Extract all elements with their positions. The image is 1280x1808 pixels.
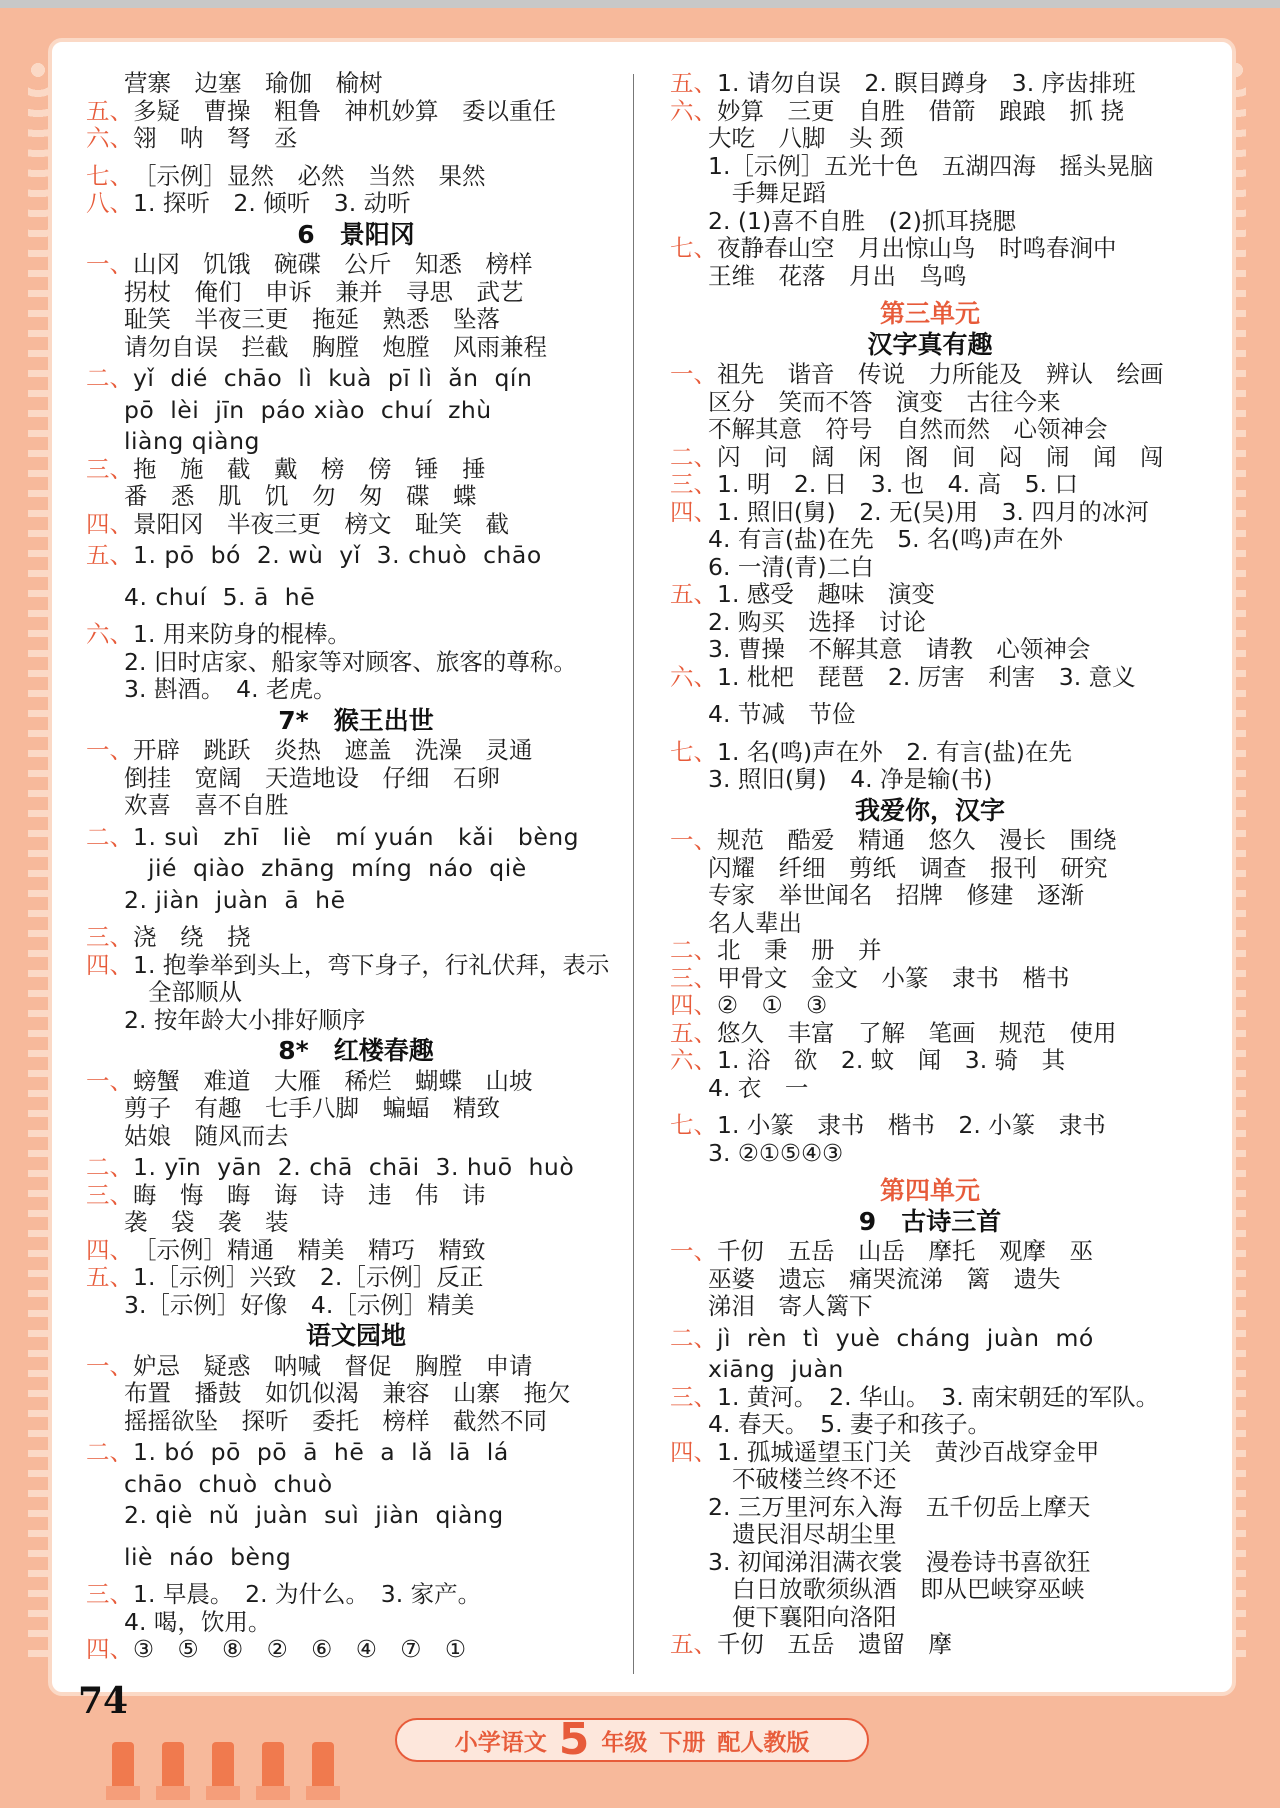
answer-text: 妒忌 疑惑 呐喊 督促 胸膛 申请 bbox=[133, 1351, 533, 1380]
answer-line bbox=[86, 1353, 626, 1381]
answer-line bbox=[670, 1047, 1190, 1075]
pinyin-answer-line bbox=[86, 824, 626, 852]
answer-text: 1. yīn yān 2. chā chāi 3. huō huò bbox=[133, 1153, 575, 1181]
answer-line bbox=[86, 979, 626, 1007]
line-spacer bbox=[670, 729, 1190, 739]
answer-text: 1. 明 2. 日 3. 也 4. 高 5. 口 bbox=[717, 470, 1078, 498]
answer-line bbox=[86, 306, 626, 334]
answer-line bbox=[670, 153, 1190, 181]
answer-line bbox=[86, 279, 626, 307]
answer-text: 营寨 边塞 瑜伽 榆树 bbox=[124, 69, 383, 97]
answer-line bbox=[670, 1140, 1190, 1168]
answer-text: 巫婆 遗忘 痛哭流涕 篱 遗失 bbox=[708, 1264, 1061, 1293]
answer-text: ③ ⑤ ⑧ ② ⑥ ④ ⑦ ① bbox=[133, 1635, 467, 1663]
answer-text: 2. 按年龄大小排好顺序 bbox=[124, 1005, 366, 1034]
lesson-title: 8* 红楼春趣 bbox=[278, 1036, 434, 1065]
answer-text: 区分 笑而不答 演变 古往今来 bbox=[708, 387, 1061, 416]
answer-text: 多疑 曹操 粗鲁 神机妙算 委以重任 bbox=[133, 96, 556, 125]
answer-text: 4. 衣 一 bbox=[708, 1073, 809, 1102]
question-number: 四、 bbox=[86, 509, 133, 538]
answer-text: jié qiào zhāng míng náo qiè bbox=[148, 854, 527, 882]
answer-text: ［示例］显然 必然 当然 果然 bbox=[133, 161, 486, 190]
page-number: 74 bbox=[78, 1680, 129, 1722]
answer-line bbox=[670, 1020, 1190, 1048]
answer-text: ［示例］精通 精美 精巧 精致 bbox=[133, 1235, 486, 1264]
answer-line bbox=[670, 910, 1190, 938]
answer-line bbox=[670, 581, 1190, 609]
answer-text: 1. 用来防身的棍棒。 bbox=[133, 620, 351, 648]
answer-line bbox=[670, 1112, 1190, 1140]
answer-text: 倒挂 宽阔 天造地设 仔细 石卵 bbox=[124, 763, 500, 792]
question-number: 一、 bbox=[670, 1237, 717, 1265]
answer-line bbox=[86, 1380, 626, 1408]
question-number: 四、 bbox=[670, 1437, 717, 1466]
answer-line bbox=[86, 1007, 626, 1035]
pinyin-answer-line bbox=[86, 1544, 626, 1572]
question-number: 一、 bbox=[86, 1351, 133, 1380]
answer-text: 专家 举世闻名 招牌 修建 逐渐 bbox=[708, 881, 1084, 909]
answer-line bbox=[86, 163, 626, 191]
answer-text: 番 悉 肌 饥 勿 匆 碟 蝶 bbox=[124, 482, 477, 510]
answer-text: 2. (1)喜不自胜 (2)抓耳挠腮 bbox=[708, 206, 1016, 235]
answer-text: 不破楼兰终不还 bbox=[732, 1465, 897, 1493]
question-number: 五、 bbox=[86, 1263, 133, 1291]
answer-line bbox=[670, 701, 1190, 729]
scan-top-edge bbox=[0, 0, 1280, 8]
answer-line bbox=[670, 499, 1190, 527]
answer-line bbox=[86, 792, 626, 820]
answer-text: 千仞 五岳 山岳 摩托 观摩 巫 bbox=[717, 1237, 1093, 1265]
unit-title: 第四单元 bbox=[879, 1176, 980, 1205]
answer-line bbox=[670, 636, 1190, 664]
answer-text: 妙算 三更 自胜 借箭 踉踉 抓 挠 bbox=[717, 96, 1124, 125]
answer-text: 翎 呐 弩 丞 bbox=[133, 124, 298, 152]
question-number: 五、 bbox=[670, 580, 717, 608]
answer-line bbox=[670, 1466, 1190, 1494]
answer-line bbox=[86, 1609, 626, 1637]
answer-text: 布置 播鼓 如饥似渴 兼容 山寨 拖欠 bbox=[124, 1379, 571, 1407]
lesson-title: 我爱你，汉字 bbox=[854, 795, 1005, 825]
left-scallop-border bbox=[28, 60, 48, 1660]
answer-text: 2. 旧时店家、船家等对顾客、旅客的尊称。 bbox=[124, 647, 577, 676]
pinyin-answer-line bbox=[86, 542, 626, 570]
footer-grade-number: 5 bbox=[558, 1714, 590, 1765]
answer-text: 开辟 跳跃 炎热 遮盖 洗澡 灵通 bbox=[133, 736, 533, 764]
answer-line bbox=[86, 765, 626, 793]
answer-text: 甲骨文 金文 小篆 隶书 楷书 bbox=[717, 963, 1070, 992]
answer-text: 4. 有言(盐)在先 5. 名(鸣)声在外 bbox=[708, 525, 1063, 553]
lesson-title: 6 景阳冈 bbox=[297, 219, 415, 249]
answer-line bbox=[670, 361, 1190, 389]
answer-text: 1. 早晨。 2. 为什么。 3. 家产。 bbox=[133, 1580, 482, 1608]
lesson-title: 9 古诗三首 bbox=[858, 1206, 1002, 1236]
question-number: 二、 bbox=[86, 1153, 133, 1181]
answer-text: 悠久 丰富 了解 笔画 规范 使用 bbox=[717, 1018, 1117, 1047]
answer-text: 白日放歌须纵酒 即从巴峡穿巫峡 bbox=[732, 1575, 1085, 1603]
right-column bbox=[670, 70, 1190, 1659]
answer-text: 3. 斟酒。 4. 老虎。 bbox=[124, 675, 337, 703]
pencil-decoration bbox=[212, 1742, 234, 1800]
question-number: 三、 bbox=[670, 963, 717, 992]
answer-text: 2. qiè nǔ juàn suì jiàn qiàng bbox=[124, 1501, 504, 1529]
question-number: 一、 bbox=[86, 736, 133, 764]
question-number: 二、 bbox=[670, 1323, 717, 1352]
question-number: 五、 bbox=[86, 541, 133, 569]
pencil-decoration bbox=[162, 1742, 184, 1800]
answer-text: 不解其意 符号 自然而然 心领神会 bbox=[708, 415, 1108, 443]
answer-line bbox=[670, 1266, 1190, 1294]
pinyin-answer-line bbox=[86, 855, 626, 883]
answer-line bbox=[86, 334, 626, 362]
answer-line bbox=[86, 1123, 626, 1151]
answer-text: 王维 花落 月出 鸟鸣 bbox=[708, 261, 967, 290]
answer-line bbox=[86, 1581, 626, 1609]
pinyin-answer-line bbox=[86, 428, 626, 456]
answer-line bbox=[86, 98, 626, 126]
answer-line bbox=[670, 416, 1190, 444]
answer-line bbox=[670, 1293, 1190, 1321]
answer-text: xiāng juàn bbox=[708, 1355, 844, 1383]
answer-line bbox=[670, 208, 1190, 236]
line-spacer bbox=[86, 153, 626, 163]
question-number: 三、 bbox=[670, 1382, 717, 1411]
question-number: 六、 bbox=[670, 96, 717, 125]
question-number: 七、 bbox=[86, 161, 133, 190]
answer-line bbox=[86, 737, 626, 765]
pinyin-answer-line bbox=[86, 1502, 626, 1530]
answer-line bbox=[86, 676, 626, 704]
answer-text: 1. bó pō pō ā hē a lǎ lā lá bbox=[133, 1438, 509, 1466]
answer-line bbox=[86, 952, 626, 980]
question-number: 二、 bbox=[86, 822, 133, 851]
answer-text: 夜静春山空 月出惊山鸟 时鸣春涧中 bbox=[717, 234, 1117, 262]
answer-line bbox=[86, 70, 626, 98]
answer-text: 3. ②①⑤④③ bbox=[708, 1138, 844, 1167]
question-number: 四、 bbox=[670, 991, 717, 1019]
answer-line bbox=[86, 1408, 626, 1436]
answer-line bbox=[86, 483, 626, 511]
answer-line bbox=[670, 965, 1190, 993]
answer-line bbox=[86, 1264, 626, 1292]
answer-text: 便下襄阳向洛阳 bbox=[732, 1602, 897, 1631]
answer-line bbox=[670, 1576, 1190, 1604]
answer-line bbox=[670, 855, 1190, 883]
question-number: 一、 bbox=[670, 826, 717, 854]
answer-line bbox=[670, 444, 1190, 472]
answer-line bbox=[86, 511, 626, 539]
answer-line bbox=[86, 924, 626, 952]
answer-line bbox=[670, 766, 1190, 794]
question-number: 四、 bbox=[86, 1635, 133, 1663]
answer-text: 摇摇欲坠 探听 委托 榜样 截然不同 bbox=[124, 1406, 547, 1435]
answer-text: 晦 悔 晦 诲 诗 违 伟 讳 bbox=[133, 1180, 486, 1209]
question-number: 四、 bbox=[86, 1235, 133, 1264]
answer-line bbox=[670, 664, 1190, 692]
question-number: 二、 bbox=[670, 936, 717, 964]
answer-line bbox=[670, 263, 1190, 291]
answer-text: 1. suì zhī liè mí yuán kǎi bèng bbox=[133, 822, 580, 851]
answer-text: chāo chuò chuò bbox=[124, 1469, 333, 1498]
question-number: 四、 bbox=[86, 950, 133, 979]
question-number: 二、 bbox=[86, 1438, 133, 1466]
answer-line bbox=[670, 882, 1190, 910]
answer-text: 1. 感受 趣味 演变 bbox=[717, 580, 935, 608]
answer-text: 1. pō bó 2. wù yǐ 3. chuò chāo bbox=[133, 541, 542, 569]
answer-text: 1. 浴 欲 2. 蚊 闻 3. 骑 其 bbox=[717, 1046, 1066, 1074]
question-number: 一、 bbox=[86, 250, 133, 278]
answer-text: liè náo bèng bbox=[124, 1542, 292, 1571]
answer-line bbox=[86, 456, 626, 484]
lesson-title: 语文园地 bbox=[305, 1321, 406, 1350]
question-number: 一、 bbox=[670, 360, 717, 388]
answer-line bbox=[86, 190, 626, 218]
footer-term: 下册 bbox=[659, 1729, 706, 1756]
answer-text: jì rèn tì yuè cháng juàn mó bbox=[717, 1323, 1094, 1352]
answer-line bbox=[670, 554, 1190, 582]
answer-text: 1.［示例］兴致 2.［示例］反正 bbox=[133, 1263, 484, 1291]
footer-book-label bbox=[395, 1714, 869, 1765]
pinyin-answer-line bbox=[86, 397, 626, 425]
question-number: 七、 bbox=[670, 1111, 717, 1139]
answer-line bbox=[670, 1238, 1190, 1266]
answer-text: 2. 三万里河东入海 五千仞岳上摩天 bbox=[708, 1492, 1091, 1521]
answer-line bbox=[86, 1292, 626, 1320]
answer-line bbox=[670, 1631, 1190, 1659]
question-number: 二、 bbox=[670, 442, 717, 471]
answer-text: 2. jiàn juàn ā hē bbox=[124, 885, 346, 914]
answer-line bbox=[670, 389, 1190, 417]
answer-text: 闪耀 纤细 剪纸 调查 报刊 研究 bbox=[708, 853, 1108, 882]
answer-text: 剪子 有趣 七手八脚 蝙蝠 精致 bbox=[124, 1094, 500, 1122]
question-number: 三、 bbox=[86, 1180, 133, 1209]
question-number: 一、 bbox=[86, 1066, 133, 1095]
answer-text: 3. 曹操 不解其意 请教 心领神会 bbox=[708, 635, 1091, 663]
left-column bbox=[86, 70, 626, 1664]
question-number: 三、 bbox=[86, 1580, 133, 1608]
answer-text: 拖 施 截 戴 榜 傍 锤 捶 bbox=[133, 454, 486, 483]
answer-line bbox=[670, 1604, 1190, 1632]
answer-text: 4. 喝，饮用。 bbox=[124, 1607, 272, 1636]
pencil-decoration bbox=[312, 1742, 334, 1800]
answer-text: 3. 照旧(舅) 4. 净是输(书) bbox=[708, 765, 993, 793]
answer-text: 请勿自误 拦截 胸膛 炮膛 风雨兼程 bbox=[124, 332, 547, 361]
answer-text: 遗民泪尽胡尘里 bbox=[732, 1520, 897, 1548]
answer-line bbox=[670, 526, 1190, 554]
answer-line bbox=[670, 1075, 1190, 1103]
question-number: 二、 bbox=[86, 364, 133, 392]
answer-line bbox=[86, 125, 626, 153]
answer-line bbox=[86, 1182, 626, 1210]
answer-text: 1. 枇杷 琵琶 2. 厉害 利害 3. 意义 bbox=[717, 662, 1136, 691]
answer-text: 1.［示例］五光十色 五湖四海 摇头晃脑 bbox=[708, 151, 1154, 180]
question-number: 七、 bbox=[670, 737, 717, 766]
answer-line bbox=[670, 1411, 1190, 1439]
question-number: 五、 bbox=[670, 69, 717, 97]
answer-text: 北 秉 册 并 bbox=[717, 936, 882, 964]
pinyin-answer-line bbox=[86, 1439, 626, 1467]
answer-line bbox=[670, 125, 1190, 153]
answer-text: 大吃 八脚 头 颈 bbox=[708, 124, 904, 152]
answer-text: liàng qiàng bbox=[124, 427, 260, 455]
answer-text: 4. 节减 节俭 bbox=[708, 700, 856, 728]
answer-text: 1. 黄河。 2. 华山。 3. 南宋朝廷的军队。 bbox=[717, 1382, 1160, 1411]
question-number: 五、 bbox=[86, 96, 133, 125]
answer-line bbox=[670, 992, 1190, 1020]
answer-text: 姑娘 随风而去 bbox=[124, 1121, 289, 1150]
question-number: 三、 bbox=[86, 454, 133, 483]
answer-line bbox=[86, 1209, 626, 1237]
answer-text: 浇 绕 挠 bbox=[133, 923, 251, 951]
question-number: 六、 bbox=[670, 662, 717, 691]
answer-text: 1. 请勿自误 2. 瞑目蹲身 3. 序齿排班 bbox=[717, 69, 1136, 97]
answer-line bbox=[86, 251, 626, 279]
answer-text: 2. 购买 选择 讨论 bbox=[708, 607, 926, 636]
answer-text: 1. 探听 2. 倾听 3. 动听 bbox=[133, 189, 411, 217]
answer-line bbox=[670, 471, 1190, 499]
answer-text: 景阳冈 半夜三更 榜文 耻笑 截 bbox=[133, 509, 509, 538]
answer-line bbox=[670, 609, 1190, 637]
answer-text: 名人辈出 bbox=[708, 908, 802, 937]
answer-text: 螃蟹 难道 大雁 稀烂 蝴蝶 山坡 bbox=[133, 1066, 533, 1095]
pencil-decoration bbox=[112, 1742, 134, 1800]
answer-line bbox=[670, 98, 1190, 126]
answer-text: 规范 酷爱 精通 悠久 漫长 围绕 bbox=[717, 826, 1117, 854]
question-number: 六、 bbox=[86, 620, 133, 648]
answer-line bbox=[86, 1068, 626, 1096]
question-number: 四、 bbox=[670, 497, 717, 526]
answer-line bbox=[670, 180, 1190, 208]
answer-line bbox=[670, 1494, 1190, 1522]
unit-title: 第三单元 bbox=[879, 299, 980, 328]
answer-text: 拐杖 俺们 申诉 兼并 寻思 武艺 bbox=[124, 277, 524, 306]
answer-text: ② ① ③ bbox=[717, 991, 828, 1019]
question-number: 三、 bbox=[670, 470, 717, 498]
pinyin-answer-line bbox=[670, 1325, 1190, 1353]
column-divider bbox=[633, 74, 634, 1674]
answer-line bbox=[86, 1237, 626, 1265]
answer-text: 1. 抱拳举到头上，弯下身子，行礼伏拜，表示 bbox=[133, 950, 610, 979]
answer-text: 闪 问 阔 闲 阁 间 闷 闹 闻 闯 bbox=[717, 442, 1164, 471]
answer-line bbox=[86, 1095, 626, 1123]
answer-line bbox=[86, 621, 626, 649]
answer-text: 欢喜 喜不自胜 bbox=[124, 791, 289, 819]
answer-text: 耻笑 半夜三更 拖延 熟悉 坠落 bbox=[124, 305, 500, 333]
answer-text: 3.［示例］好像 4.［示例］精美 bbox=[124, 1290, 475, 1319]
line-spacer bbox=[86, 1530, 626, 1540]
answer-text: 1. 小篆 隶书 楷书 2. 小篆 隶书 bbox=[717, 1111, 1106, 1139]
footer-grade-suffix: 年级 bbox=[601, 1729, 648, 1756]
answer-text: 1. 照旧(舅) 2. 无(吴)用 3. 四月的冰河 bbox=[717, 497, 1149, 526]
pinyin-answer-line bbox=[86, 584, 626, 612]
question-number: 三、 bbox=[86, 923, 133, 951]
answer-text: yǐ dié chāo lì kuà pī lì ǎn qín bbox=[133, 364, 533, 392]
question-number: 五、 bbox=[670, 1018, 717, 1047]
pinyin-answer-line bbox=[86, 365, 626, 393]
answer-line bbox=[670, 827, 1190, 855]
question-number: 八、 bbox=[86, 189, 133, 217]
answer-text: pō lèi jīn páo xiào chuí zhù bbox=[124, 395, 492, 424]
answer-text: 1. 名(鸣)声在外 2. 有言(盐)在先 bbox=[717, 737, 1072, 766]
answer-line bbox=[86, 649, 626, 677]
pinyin-answer-line bbox=[86, 1471, 626, 1499]
answer-line bbox=[670, 235, 1190, 263]
answer-text: 1. 孤城遥望玉门关 黄沙百战穿金甲 bbox=[717, 1437, 1100, 1466]
question-number: 六、 bbox=[86, 124, 133, 152]
answer-text: 山冈 饥饿 碗碟 公斤 知悉 榜样 bbox=[133, 250, 533, 278]
answer-text: 6. 一清(青)二白 bbox=[708, 552, 874, 581]
answer-line bbox=[670, 1384, 1190, 1412]
footer-subject: 小学语文 bbox=[454, 1729, 547, 1756]
answer-line bbox=[86, 1636, 626, 1664]
answer-text: 袭 袋 袭 装 bbox=[124, 1208, 289, 1236]
answer-text: 全部顺从 bbox=[148, 978, 242, 1006]
lesson-title: 7* 猴王出世 bbox=[278, 705, 434, 735]
answer-line bbox=[670, 1439, 1190, 1467]
pencil-decoration bbox=[262, 1742, 284, 1800]
answer-text: 涕泪 寄人篱下 bbox=[708, 1292, 873, 1320]
answer-line bbox=[670, 70, 1190, 98]
footer-edition: 配人教版 bbox=[717, 1729, 810, 1756]
answer-line bbox=[670, 937, 1190, 965]
pinyin-answer-line bbox=[86, 887, 626, 915]
answer-line bbox=[670, 1549, 1190, 1577]
question-number: 七、 bbox=[670, 234, 717, 262]
pinyin-answer-line bbox=[670, 1356, 1190, 1384]
answer-text: 千仞 五岳 遗留 摩 bbox=[717, 1630, 952, 1658]
question-number: 五、 bbox=[670, 1630, 717, 1658]
lesson-title: 汉字真有趣 bbox=[867, 329, 993, 359]
question-number: 六、 bbox=[670, 1046, 717, 1074]
answer-line bbox=[670, 1521, 1190, 1549]
answer-text: 祖先 谐音 传说 力所能及 辨认 绘画 bbox=[717, 360, 1164, 388]
answer-line bbox=[670, 739, 1190, 767]
answer-text: 手舞足蹈 bbox=[732, 179, 826, 207]
line-spacer bbox=[86, 570, 626, 580]
answer-text: 4. 春天。 5. 妻子和孩子。 bbox=[708, 1410, 992, 1438]
answer-text: 4. chuí 5. ā hē bbox=[124, 582, 316, 611]
pinyin-answer-line bbox=[86, 1154, 626, 1182]
answer-text: 3. 初闻涕泪满衣裳 漫卷诗书喜欲狂 bbox=[708, 1547, 1091, 1576]
